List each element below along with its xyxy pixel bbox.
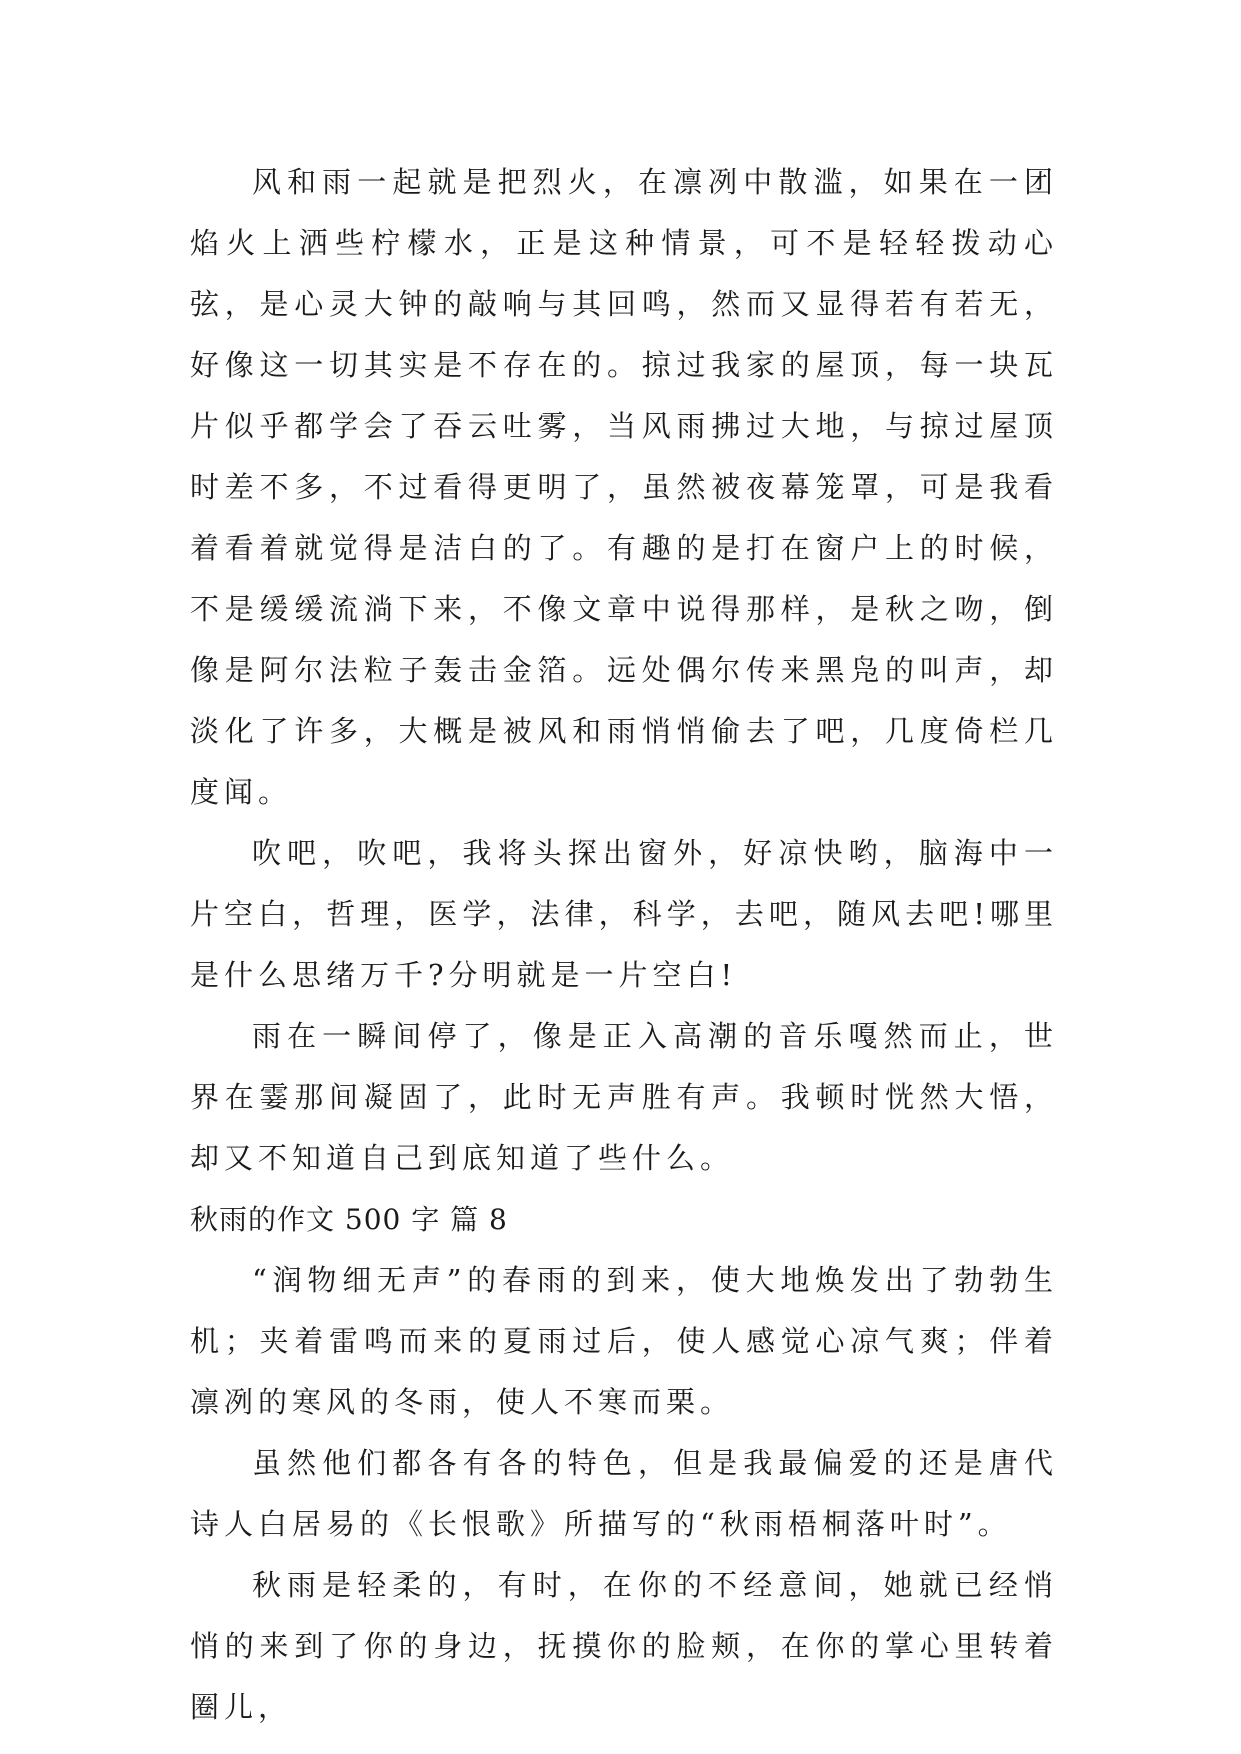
document-body	[190, 152, 1058, 1738]
paragraph-wind-and-rain: 风和雨一起就是把烈火，在凛冽中散滥，如果在一团焰火上洒些柠檬水，正是这种情景，可不是轻轻拨动心弦，是心灵大钟的敲响与其回鸣，然而又显得若有若无，好像这一切其实是不存在的。掠过我家的屋顶，每一块瓦片似乎都学会了吞云吐雾，当风雨拂过大地，与掠过屋顶时差不多，不过看得更明了，虽然被夜幕笼罩，可是我看着看着就觉得是洁白的了。有趣的是打在窗户上的时候，不是缓缓流淌下来，不像文章中说得那样，是秋之吻，倒像是阿尔法粒子轰击金箔。远处偶尔传来黑凫的叫声，却淡化了许多，大概是被风和雨悄悄偷去了吧，几度倚栏几度闻。	[190, 165, 1058, 809]
paragraph-blow: 吹吧，吹吧，我将头探出窗外，好凉快哟，脑海中一片空白，哲理，医学，法律，科学，去吧，随风去吧!哪里是什么思绪万千?分明就是一片空白!	[190, 836, 1058, 992]
paragraph-autumn-rain-gentle: 秋雨是轻柔的，有时，在你的不经意间，她就已经悄悄的来到了你的身边，抚摸你的脸颊，在你的掌心里转着圈儿，	[190, 1568, 1058, 1724]
paragraph-rain-stops: 雨在一瞬间停了，像是正入高潮的音乐嘎然而止，世界在霎那间凝固了，此时无声胜有声。我顿时恍然大悟，却又不知道自己到底知道了些什么。	[190, 1019, 1058, 1175]
paragraph-favorite: 虽然他们都各有各的特色，但是我最偏爱的还是唐代诗人白居易的《长恨歌》所描写的“秋雨梧桐落叶时”。	[190, 1446, 1058, 1541]
paragraph-seasons-rain: “润物细无声”的春雨的到来，使大地焕发出了勃勃生机；夹着雷鸣而来的夏雨过后，使人感觉心凉气爽；伴着凛冽的寒风的冬雨，使人不寒而栗。	[190, 1263, 1058, 1419]
section-heading: 秋雨的作文 500 字 篇 8	[190, 1203, 508, 1236]
